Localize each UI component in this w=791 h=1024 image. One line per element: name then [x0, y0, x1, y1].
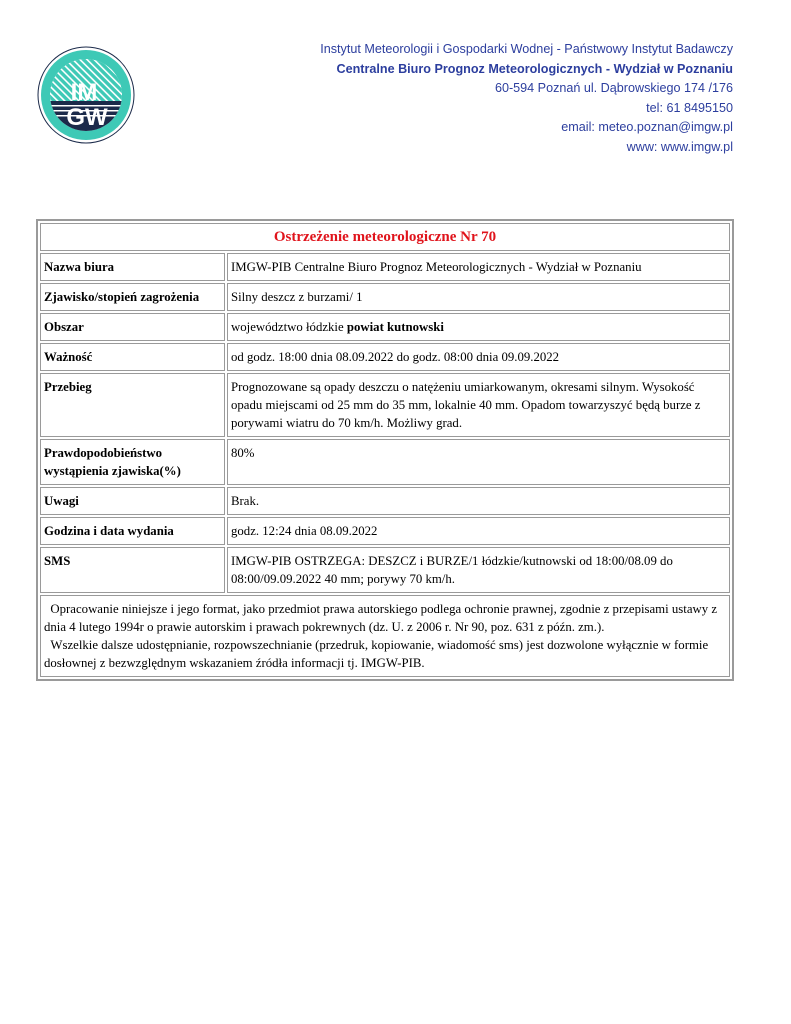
warning-title: Ostrzeżenie meteorologiczne Nr 70	[40, 223, 730, 251]
svg-text:GW: GW	[66, 104, 108, 131]
office-name: Centralne Biuro Prognoz Meteorologicznych - Wydział w Poznaniu	[336, 61, 733, 76]
row-label: Obszar	[40, 313, 225, 341]
row-value: godz. 12:24 dnia 08.09.2022	[227, 517, 730, 545]
email: email: meteo.poznan@imgw.pl	[561, 120, 733, 135]
row-value: 80%	[227, 439, 730, 485]
website: www: www.imgw.pl	[626, 139, 733, 154]
table-row	[40, 517, 730, 545]
institute-name: Instytut Meteorologii i Gospodarki Wodnej - Państwowy Instytut Badawczy	[320, 42, 733, 56]
area-county: powiat kutnowski	[346, 320, 444, 334]
copyright-notice	[40, 595, 730, 677]
table-row	[40, 313, 730, 341]
row-label: Zjawisko/stopień zagrożenia	[40, 283, 225, 311]
table-row	[40, 253, 730, 281]
institution-header	[320, 40, 733, 158]
row-value: IMGW-PIB Centralne Biuro Prognoz Meteorologicznych - Wydział w Poznaniu	[227, 253, 730, 281]
table-row	[40, 283, 730, 311]
row-value: IMGW-PIB OSTRZEGA: DESZCZ i BURZE/1 łódzkie/kutnowski od 18:00/08.09 do 08:00/09.09.2022 40 mm; porywy 70 km/h.	[227, 547, 730, 593]
table-row	[40, 547, 730, 593]
table-row	[40, 487, 730, 515]
row-label: SMS	[40, 547, 225, 593]
phone: tel: 61 8495150	[646, 100, 733, 115]
warning-table	[36, 219, 734, 681]
svg-text:IM: IM	[70, 79, 98, 106]
row-label: Przebieg	[40, 373, 225, 437]
redistribution-paragraph: Wszelkie dalsze udostępnianie, rozpowszechnianie (przedruk, kopiowanie, wiadomość sms) jest dozwolone wyłącznie w formie dosłownej z bezwzględnym wskazaniem źródła informacji tj. IMGW-PIB.	[44, 638, 712, 670]
table-row	[40, 439, 730, 485]
table-row	[40, 343, 730, 371]
row-value: Brak.	[227, 487, 730, 515]
row-label: Ważność	[40, 343, 225, 371]
row-value: Silny deszcz z burzami/ 1	[227, 283, 730, 311]
address: 60-594 Poznań ul. Dąbrowskiego 174 /176	[494, 81, 733, 96]
row-label: Prawdopodobieństwo wystąpienia zjawiska(%)	[40, 439, 225, 485]
area-voivodeship: województwo łódzkie	[231, 320, 347, 334]
row-label: Uwagi	[40, 487, 225, 515]
imgw-logo-icon	[37, 46, 135, 144]
row-value: od godz. 18:00 dnia 08.09.2022 do godz. 08:00 dnia 09.09.2022	[227, 343, 730, 371]
imgw-logo	[37, 46, 135, 144]
row-label: Nazwa biura	[40, 253, 225, 281]
row-value: Prognozowane są opady deszczu o natężeniu umiarkowanym, okresami silnym. Wysokość opadu miejscami od 25 mm do 35 mm, lokalnie 40 mm. Opadom towarzyszyć będą burze z porywami wiatru do 70 km/h. Możliwy grad.	[227, 373, 730, 437]
row-label: Godzina i data wydania	[40, 517, 225, 545]
row-value	[227, 313, 730, 341]
table-row	[40, 373, 730, 437]
copyright-paragraph: Opracowanie niniejsze i jego format, jako przedmiot prawa autorskiego podlega ochronie prawnej, zgodnie z przepisami ustawy z dnia 4 lutego 1994r o prawie autorskim i prawach pokrewnych (dz. U. z 2006 r. Nr 90, poz. 631 z późn. zm.).	[44, 602, 721, 634]
